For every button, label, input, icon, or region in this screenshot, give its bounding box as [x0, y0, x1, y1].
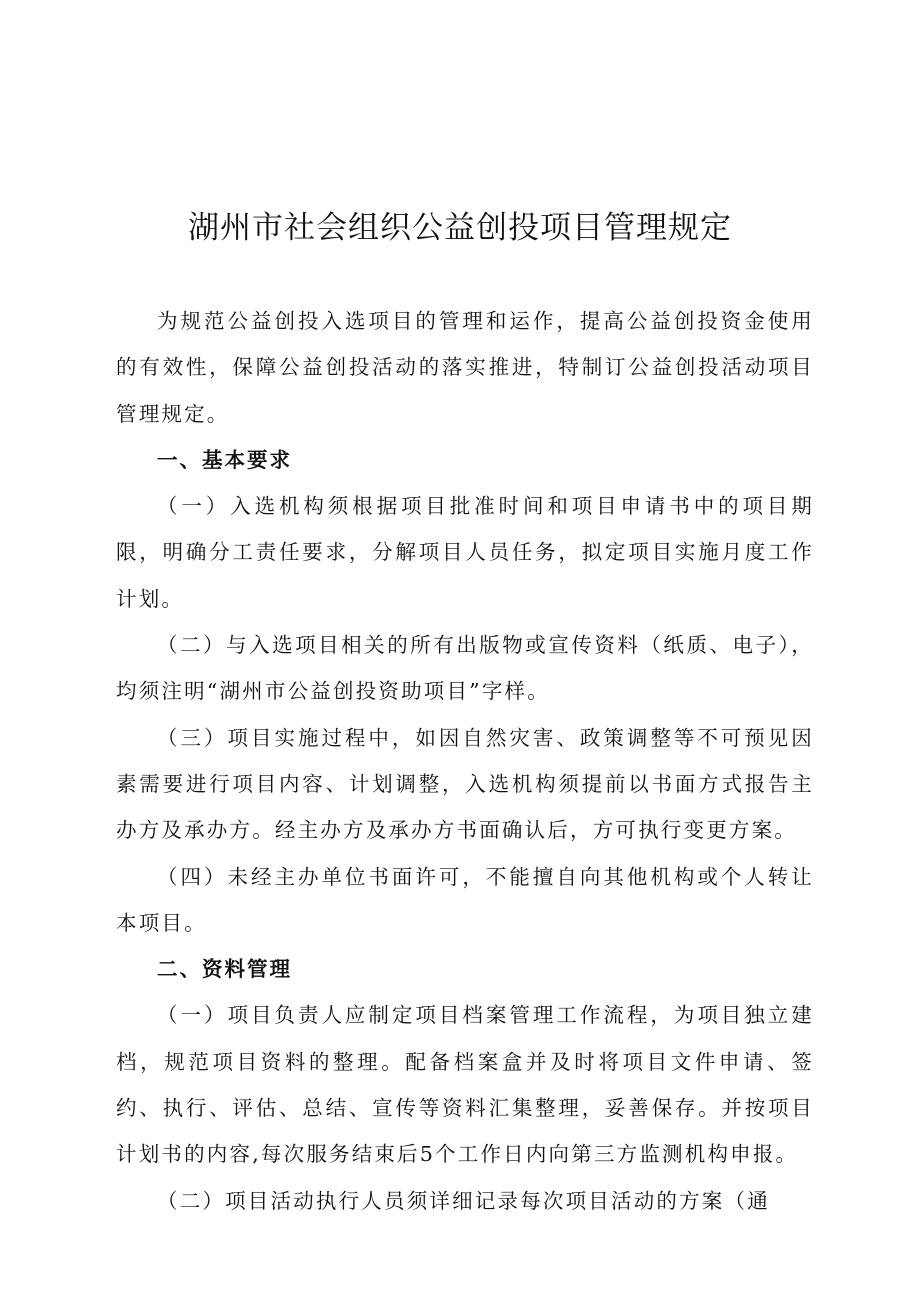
paragraph: （一）项目负责人应制定项目档案管理工作流程，为项目独立建档，规范项目资料的整理。配备档案盒并及时将项目文件申请、签约、执行、评估、总结、宣传等资料汇集整理，妥善保存。并按项目计划书的内容,每次服务结束后5个工作日内向第三方监测机构申报。 [116, 1003, 814, 1167]
section-heading-data-management: 二、资料管理 [157, 957, 292, 982]
paragraph: （一）入选机构须根据项目批准时间和项目申请书中的项目期限，明确分工责任要求，分解项目人员任务，拟定项目实施月度工作计划。 [116, 494, 814, 611]
paragraph: （二）项目活动执行人员须详细记录每次项目活动的方案（通 [157, 1188, 770, 1213]
document-body [116, 298, 814, 1224]
paragraph: （二）与入选项目相关的所有出版物或宣传资料（纸质、电子），均须注明“湖州市公益创投资助项目”字样。 [116, 633, 814, 704]
intro-paragraph: 为规范公益创投入选项目的管理和运作，提高公益创投资金使用的有效性，保障公益创投活动的落实推进，特制订公益创投活动项目管理规定。 [116, 309, 814, 426]
document-title: 湖州市社会组织公益创投项目管理规定 [188, 210, 732, 246]
section-heading-basic-requirements: 一、基本要求 [157, 447, 292, 472]
paragraph: （三）项目实施过程中，如因自然灾害、政策调整等不可预见因素需要进行项目内容、计划调整，入选机构须提前以书面方式报告主办方及承办方。经主办方及承办方书面确认后，方可执行变更方案。 [116, 725, 814, 843]
paragraph: （四）未经主办单位书面许可，不能擅自向其他机构或个人转让本项目。 [116, 864, 814, 935]
